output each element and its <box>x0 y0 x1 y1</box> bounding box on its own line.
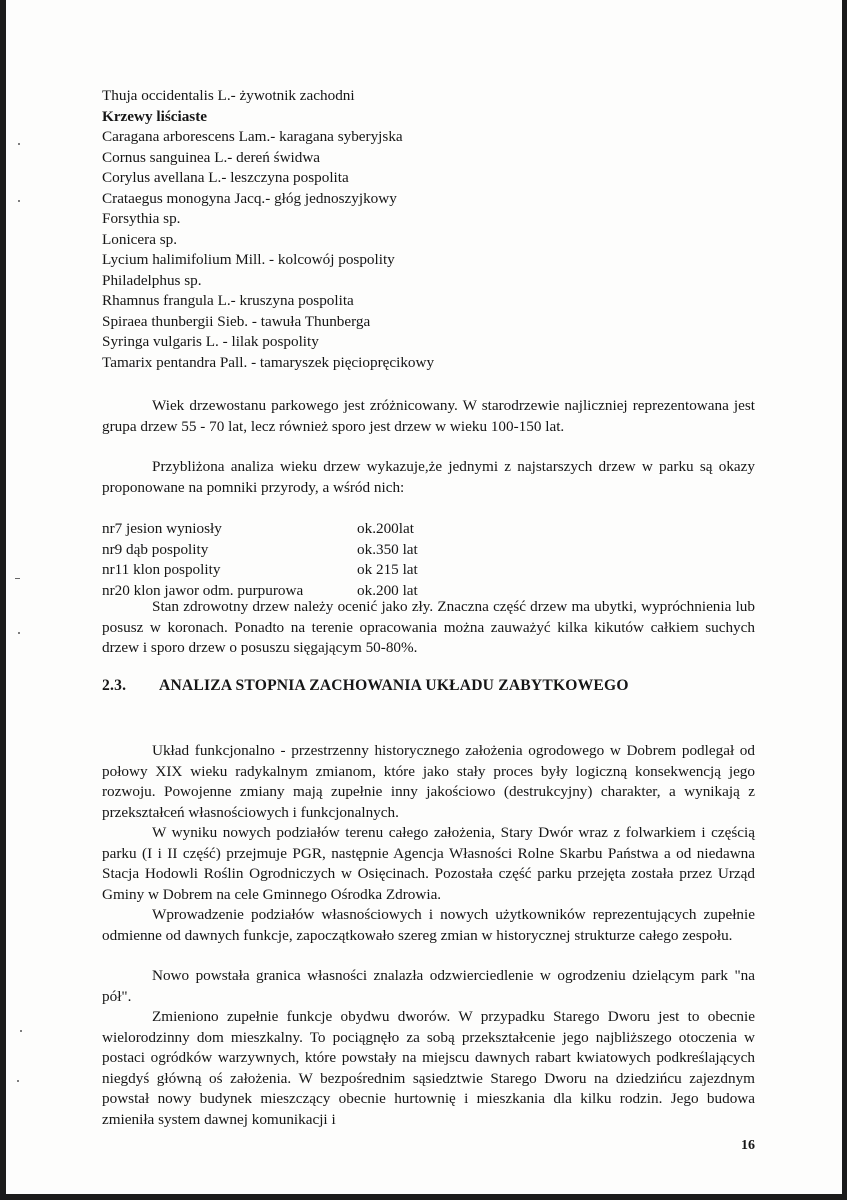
scan-speck <box>18 143 20 145</box>
page-number: 16 <box>741 1138 755 1153</box>
species-item: Caragana arborescens Lam.- karagana syberyjska <box>102 128 403 145</box>
tree-row: nr20 klon jawor odm. purpurowa ok.200 lat <box>102 581 418 599</box>
species-item: Corylus avellana L.- leszczyna pospolita <box>102 169 349 186</box>
tree-row: nr11 klon pospolity ok 215 lat <box>102 561 418 578</box>
section-paragraph: Nowo powstała granica własności znalazła odzwierciedlenie w ogrodzeniu dzielącym park "na pół". <box>102 967 755 1005</box>
species-list <box>102 86 662 373</box>
tree-row: nr7 jesion wyniosły ok.200lat <box>102 520 414 537</box>
tree-row: nr9 dąb pospolity ok.350 lat <box>102 540 418 558</box>
scan-speck <box>18 632 20 634</box>
scan-speck <box>18 200 20 202</box>
species-item: Thuja occidentalis L.- żywotnik zachodni <box>102 87 355 104</box>
scan-speck <box>17 1080 19 1082</box>
scan-speck <box>20 1030 22 1032</box>
scan-edge-bottom <box>0 1194 847 1200</box>
species-item: Forsythia sp. <box>102 210 181 227</box>
section-title: ANALIZA STOPNIA ZACHOWANIA UKŁADU ZABYTKOWEGO <box>159 677 629 694</box>
section-number: 2.3. <box>102 677 127 694</box>
species-item: Lonicera sp. <box>102 230 178 248</box>
species-item: Crataegus monogyna Jacq.- głóg jednoszyjkowy <box>102 189 397 207</box>
species-item: Cornus sanguinea L.- dereń świdwa <box>102 148 321 166</box>
health-paragraph: Stan zdrowotny drzew należy ocenić jako zły. Znaczna część drzew ma ubytki, wypróchnienia lub posusz w koronach. Ponadto na terenie opracowania można zauważyć kilka kikutów całkiem suchych drzew i sporo drzew o posuszu sięgającym 50-80%. <box>102 598 755 656</box>
species-item: Philadelphus sp. <box>102 271 202 289</box>
species-item: Tamarix pentandra Pall. - tamaryszek pięciopręcikowy <box>102 353 435 371</box>
species-item: Rhamnus frangula L.- kruszyna pospolita <box>102 292 354 309</box>
shrubs-heading: Krzewy liściaste <box>102 107 208 125</box>
species-item: Syringa vulgaris L. - lilak pospolity <box>102 333 319 350</box>
scan-speck <box>15 578 20 579</box>
species-item: Lycium halimifolium Mill. - kolcowój pospolity <box>102 251 395 268</box>
oldest-trees-paragraph: Przybliżona analiza wieku drzew wykazuje,że jednymi z najstarszych drzew w parku są okazy proponowane na pomniki przyrody, a wśród nich: <box>102 458 755 496</box>
scan-edge-left <box>0 0 6 1200</box>
section-heading <box>102 677 629 695</box>
section-paragraph: Układ funkcjonalno - przestrzenny historycznego założenia ogrodowego w Dobrem podlegał od połowy XIX wieku radykalnym zmianom, które jako stały proces były logiczną konsekwencją jego rozwoju. Powojenne zmiany mają zupełnie inny jakościowo (destrukcyjny) charakter, a wynikają z przekształceń własnościowych i funkcjonalnych. <box>102 742 755 821</box>
old-trees-list <box>102 519 522 601</box>
section-paragraph: Zmieniono zupełnie funkcje obydwu dworów. W przypadku Starego Dworu jest to obecnie wielorodzinny dom mieszkalny. To pociągnęło za sobą przekształcenie jego najbliższego otoczenia w postaci ogródków warzywnych, które powstały na miejscu dawnych rabart kwiatowych podkreślających niegdyś główną oś założenia. W bezpośrednim sąsiedztwie Starego Dworu na dziedzińcu zajezdnym powstał nowy budynek mieszczący obecnie hurtownię i mieszkania dla kilku rodzin. Jego budowa zmieniła system dawnej komunikacji i <box>102 1008 755 1128</box>
stand-age-paragraph: Wiek drzewostanu parkowego jest zróżnicowany. W starodrzewie najliczniej reprezentowana jest grupa drzew 55 - 70 lat, lecz również sporo jest drzew w wieku 100-150 lat. <box>102 397 755 435</box>
species-item: Spiraea thunbergii Sieb. - tawuła Thunberga <box>102 312 371 330</box>
scan-edge-right <box>842 0 847 1200</box>
section-paragraph: Wprowadzenie podziałów własnościowych i nowych użytkowników reprezentujących zupełnie odmienne od dawnych funkcje, zapoczątkowało szereg zmian w historycznej strukturze całego zespołu. <box>102 906 755 944</box>
section-paragraph: W wyniku nowych podziałów terenu całego założenia, Stary Dwór wraz z folwarkiem i częścią parku (I i II część) przejmuje PGR, następnie Agencja Własności Rolne Skarbu Państwa a od niedawna Stacja Hodowli Roślin Ogrodniczych w Osięcinach. Pozostała część parku przejęta została przez Urząd Gminy w Dobrem na cele Gminnego Ośrodka Zdrowia. <box>102 824 755 903</box>
